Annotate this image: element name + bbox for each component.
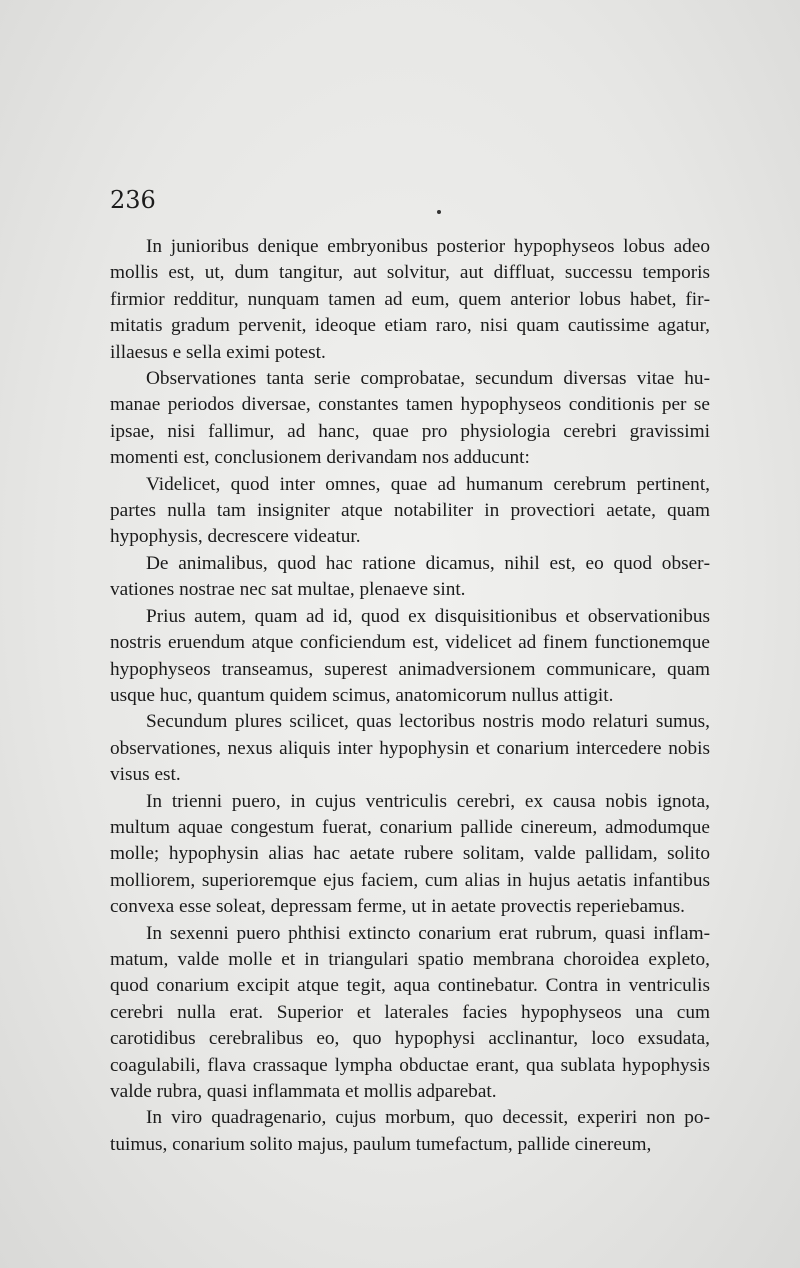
body-text: [110, 234, 710, 1158]
paragraph: Secundum plures scilicet, quas lectoribus nostris modo relaturi sumus, observationes, nexus aliquis inter hypophysin et conarium intercedere nobis visus est.: [110, 711, 710, 786]
paragraph: In junioribus denique embryonibus posterior hypophyseos lobus adeo mollis est, ut, dum tangitur, aut solvitur, aut diffluat, successu temporis firmior redditur, nunquam tamen ad eum, quem anterior lobus habet, firmitatis gradum pervenit, ideoque etiam raro, nisi quam cautissime agatur, illaesus e sella eximi potest.: [110, 236, 710, 363]
paragraph: In viro quadragenario, cujus morbum, quo decessit, experiri non potuimus, conarium solito majus, paulum tumefactum, pallide cinereum,: [110, 1107, 710, 1155]
paragraph: Videlicet, quod inter omnes, quae ad humanum cerebrum pertinent, partes nulla tam insigniter atque notabiliter in provectiori aetate, quam hypophysis, decrescere videatur.: [110, 473, 710, 548]
page-number: 236: [110, 186, 156, 214]
paragraph: De animalibus, quod hac ratione dicamus, nihil est, eo quod observationes nostrae nec sat multae, plenaeve sint.: [110, 552, 710, 601]
paragraph: Prius autem, quam ad id, quod ex disquisitionibus et observationibus nostris eruendum atque conficiendum est, videlicet ad finem functionemque hypophyseos transeamus, superest animadversionem communicare, quam usque huc, quantum quidem scimus, anatomicorum nullus attigit.: [110, 605, 710, 706]
ink-dot: [437, 210, 441, 214]
paragraph: In sexenni puero phthisi extincto conarium erat rubrum, quasi inflammatum, valde molle et in triangulari spatio membrana choroidea expleto, quod conarium excipit atque tegit, aqua continebatur. Contra in ventriculis cerebri nulla erat. Superior et laterales facies hypophyseos una cum carotidibus cerebralibus eo, quo hypophysi acclinantur, loco exsudata, coagulabili, flava crassaque lympha obductae erant, qua sublata hypophysis valde rubra, quasi inflammata et mollis adparebat.: [110, 922, 710, 1102]
paragraph: Observationes tanta serie comprobatae, secundum diversas vitae humanae periodos diversae, constantes tamen hypophyseos conditionis per se ipsae, nisi fallimur, ad hanc, quae pro physiologia cerebri gravissimi momenti est, conclusionem derivandam nos adducunt:: [110, 368, 710, 469]
paragraph: In trienni puero, in cujus ventriculis cerebri, ex causa nobis ignota, multum aquae congestum fuerat, conarium pallide cinereum, admodumque molle; hypophysin alias hac aetate rubere solitam, valde pallidam, solito molliorem, superioremque ejus faciem, cum alias in hujus aetatis infantibus convexa esse soleat, depressam ferme, ut in aetate provectis reperiebamus.: [110, 790, 710, 918]
